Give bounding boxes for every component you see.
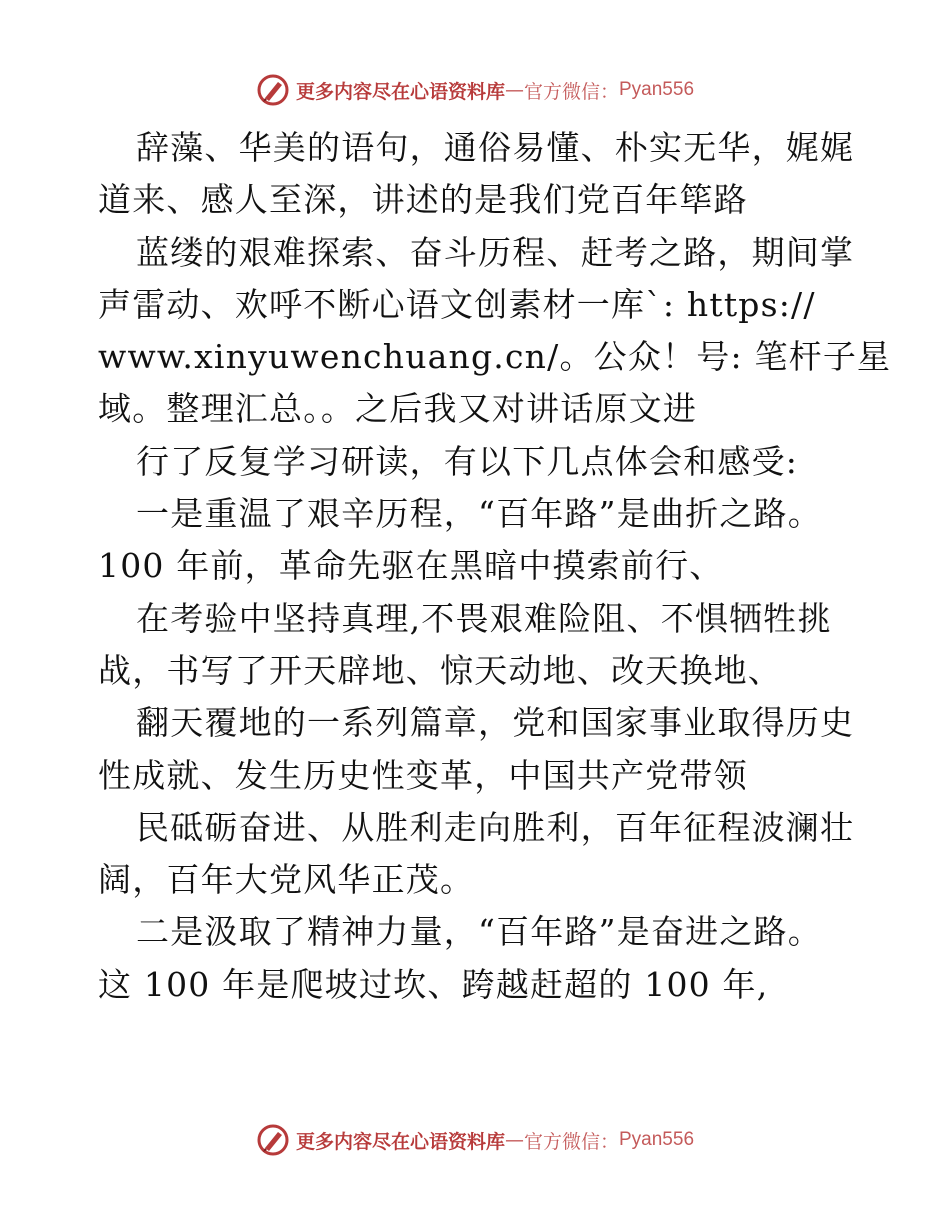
text-line: 翻天覆地的一系列篇章，党和国家事业取得历史	[136, 703, 855, 743]
text-line: 阔，百年大党风华正茂。	[98, 860, 475, 900]
banner-wechat-handle: Pyan556	[619, 1129, 695, 1150]
banner-title: 更多内容尽在心语资料库	[295, 80, 505, 103]
banner-dash: —	[504, 79, 524, 101]
header-banner	[0, 70, 950, 110]
banner-wechat-label: 官方微信：	[523, 1130, 619, 1153]
text-line: 在考验中坚持真理,不畏艰难险阻、不惧牺牲挑	[136, 598, 832, 638]
text-line: 战，书写了开天辟地、惊天动地、改天换地、	[98, 650, 782, 690]
text-line: 行了反复学习研读，有以下几点体会和感受:	[136, 441, 799, 481]
pen-in-circle-icon	[256, 1123, 290, 1157]
text-line: 道来、感人至深，讲述的是我们党百年筚路	[98, 180, 748, 220]
text-line: 一是重温了艰辛历程，“百年路”是曲折之路。	[136, 494, 822, 534]
document-body	[98, 122, 892, 1011]
text-line: 辞藻、华美的语句，通俗易懂、朴实无华，娓娓	[136, 128, 855, 167]
text-line: www.xinyuwenchuang.cn/。公众！号: 笔杆子星	[98, 337, 892, 377]
pen-in-circle-icon	[256, 73, 290, 107]
banner-wechat-handle: Pyan556	[619, 79, 695, 100]
text-line: 二是汲取了精神力量，“百年路”是奋进之路。	[136, 912, 822, 952]
text-line: 民砥砺奋进、从胜利走向胜利，百年征程波澜壮	[136, 807, 855, 847]
banner-title: 更多内容尽在心语资料库	[295, 1130, 505, 1153]
text-line: 性成就、发生历史性变革，中国共产党带领	[98, 755, 748, 795]
text-line: 100 年前，革命先驱在黑暗中摸索前行、	[98, 546, 724, 586]
banner-wechat-label: 官方微信：	[523, 80, 619, 103]
text-line: 域。整理汇总。。之后我又对讲话原文进	[98, 389, 698, 429]
text-line: 蓝缕的艰难探索、奋斗历程、赶考之路，期间掌	[136, 232, 855, 272]
banner-dash: —	[504, 1129, 524, 1151]
footer-banner	[0, 1120, 950, 1160]
text-line: 这 100 年是爬坡过坎、跨越赶超的 100 年,	[98, 964, 769, 1004]
text-line: 声雷动、欢呼不断心语文创素材一库`: https://	[98, 284, 816, 324]
